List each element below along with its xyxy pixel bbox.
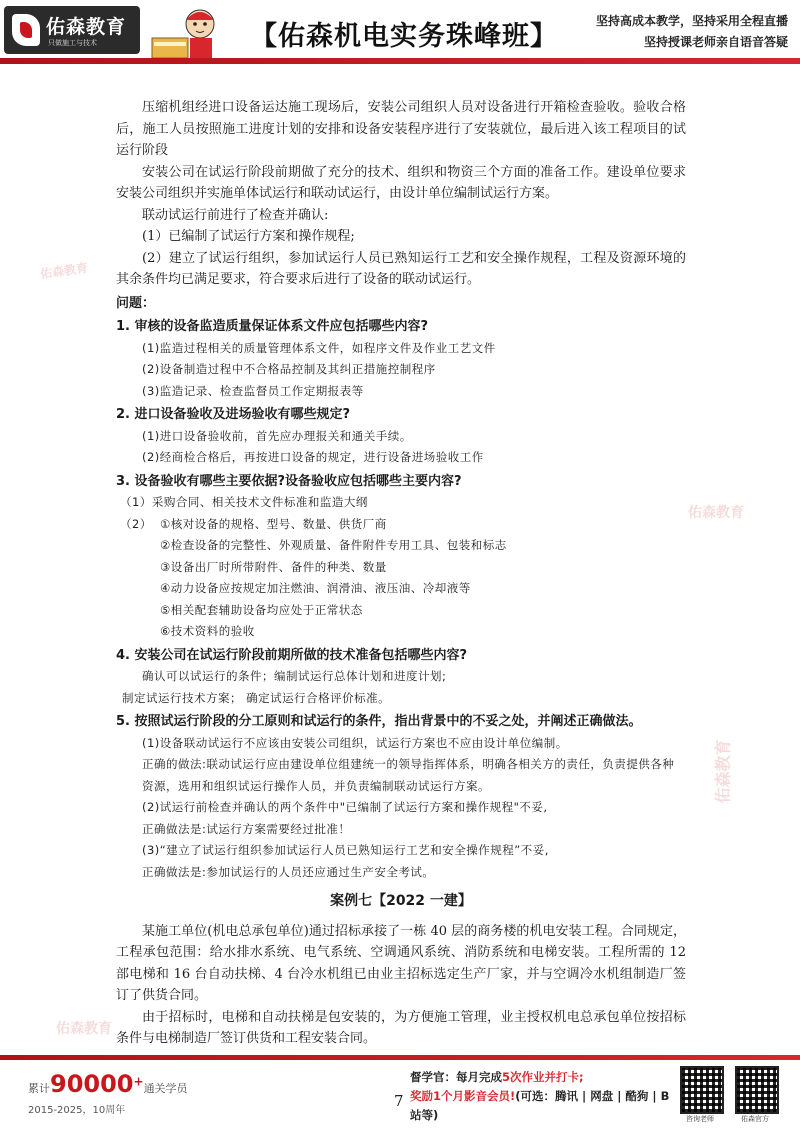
answer-line: (1)设备联动试运行不应该由安装公司组织，试运行方案也不应由设计单位编制。 bbox=[142, 735, 568, 750]
answer-line: 正确的做法:联动试运行应由建设单位组建统一的领导指挥体系，明确各相关方的责任，负责提供各种资源，选用和组织试运行操作人员，并负责编制联动试运行方案。 bbox=[142, 757, 675, 793]
question-1: 1. 审核的设备监造质量保证体系文件应包括哪些内容? bbox=[116, 319, 429, 334]
qr-code-icon bbox=[680, 1066, 724, 1114]
brand-logo-icon bbox=[12, 14, 40, 46]
document-body bbox=[116, 97, 686, 1050]
qr-code-icon bbox=[735, 1066, 779, 1114]
case-paragraph: 由于招标时，电梯和自动扶梯是包安装的，为方便施工管理，业主授权机电总承包单位按招标条件与电梯制造厂签订供货和工程安装合同。 bbox=[116, 1009, 686, 1046]
page-number: 7 bbox=[394, 1092, 404, 1110]
answer-subitem: ⑤相关配套辅助设备均应处于正常状态 bbox=[160, 602, 363, 617]
promo-text bbox=[410, 1068, 670, 1125]
answer-line: (2)经商检合格后，再按进口设备的规定，进行设备进场验收工作 bbox=[142, 450, 484, 464]
answer-line: （1）采购合同、相关技术文件标准和监造大纲 bbox=[120, 495, 368, 509]
answer-sub-label: （2） bbox=[120, 516, 152, 531]
answer-line: 正确做法是:试运行方案需要经过批准！ bbox=[142, 821, 351, 836]
watermark: 佑森教育 bbox=[688, 505, 744, 521]
intro-paragraph: 压缩机组经进口设备运达施工现场后，安装公司组织人员对设备进行开箱检查验收。验收合格后，施工人员按照施工进度计划的安排和设备安装程序进行了安装就位，最后进入该工程项目的试运行阶段 bbox=[116, 100, 686, 158]
question-5: 5. 按照试运行阶段的分工原则和试运行的条件，指出背景中的不妥之处，并阐述正确做法。 bbox=[116, 714, 642, 729]
anniversary-text: 2015-2025，10周年 bbox=[28, 1105, 126, 1116]
answer-subitem: ①核对设备的规格、型号、数量、供货厂商 bbox=[160, 516, 387, 531]
question-4: 4. 安装公司在试运行阶段前期所做的技术准备包括哪些内容? bbox=[116, 647, 468, 663]
answer-line: 正确做法是:参加试运行的人员还应通过生产安全考试。 bbox=[142, 864, 435, 879]
mascot-illustration bbox=[150, 2, 230, 62]
promo-line-2b: (可选：腾讯 | 网盘 | 酷狗 | B站等) bbox=[410, 1089, 670, 1122]
watermark: 佑森教育 bbox=[56, 1021, 112, 1037]
answer-line: 制定试运行技术方案； 确定试运行合格评价标准。 bbox=[122, 690, 391, 705]
page-header bbox=[0, 0, 800, 64]
check-item: (1）已编制了试运行方案和操作规程; bbox=[142, 229, 355, 244]
brand-logo bbox=[4, 6, 140, 54]
header-title: 【佑森机电实务珠峰班】 bbox=[250, 21, 558, 52]
promo-line-2a: 奖励1个月影音会员! bbox=[410, 1089, 516, 1103]
case-title: 案例七【2022 一建】 bbox=[330, 893, 472, 909]
questions-label: 问题： bbox=[116, 295, 156, 311]
intro-paragraph: 安装公司在试运行阶段前期做了充分的技术、组织和物资三个方面的准备工作。建设单位要求安装公司组织并实施单体试运行和联动试运行，由设计单位编制试运行方案。 bbox=[116, 164, 686, 201]
watermark: 佑森教育 bbox=[713, 739, 733, 804]
answer-subitem: ⑥技术资料的验收 bbox=[160, 624, 255, 638]
answer-line: (1)进口设备验收前，首先应办理报关和通关手续。 bbox=[142, 428, 412, 443]
promo-line-1a: 督学官：每月完成 bbox=[410, 1070, 502, 1084]
stat-plus: + bbox=[133, 1074, 144, 1089]
answer-subitem: ③设备出厂时所带附件、备件的种类、数量 bbox=[160, 559, 387, 574]
student-stat bbox=[28, 1070, 188, 1098]
brand-logo-text: 佑森教育 bbox=[46, 16, 127, 38]
stat-suffix: 通关学员 bbox=[143, 1082, 188, 1095]
question-3: 3. 设备验收有哪些主要依据?设备验收应包括哪些主要内容? bbox=[116, 473, 462, 489]
answer-line: 确认可以试运行的条件；编制试运行总体计划和进度计划; bbox=[142, 669, 447, 683]
answer-line: (2)设备制造过程中不合格品控制及其纠正措施控制程序 bbox=[142, 362, 436, 376]
answer-subitem: ④动力设备应按规定加注燃油、润滑油、液压油、冷却液等 bbox=[160, 581, 471, 595]
stat-number: 90000 bbox=[50, 1070, 134, 1098]
case-paragraph: 某施工单位(机电总承包单位)通过招标承接了一栋 40 层的商务楼的机电安装工程。合同规定，工程承包范围：给水排水系统、电气系统、空调通风系统、消防系统和电梯安装。工程所需的 12 部电梯和 16 台自动扶梯、4 台冷水机组已由业主招标选定生产厂家，并与空调冷水机组制造厂签订了供货合同。 bbox=[116, 923, 686, 1003]
check-item: (2）建立了试运行组织，参加试运行人员已熟知运行工艺和安全操作规程，工程及资源环境的其余条件均已满足要求，符合要求后进行了设备的联动试运行。 bbox=[116, 250, 686, 287]
watermark: 佑森教育 bbox=[39, 260, 89, 282]
slogan-line-1: 坚持高成本教学，坚持采用全程直播 bbox=[595, 14, 788, 28]
promo-line-1b: 5次作业并打卡; bbox=[502, 1070, 584, 1084]
stat-prefix: 累计 bbox=[28, 1082, 50, 1095]
qr-label: 佑森官方 bbox=[741, 1115, 769, 1123]
qr-label: 咨询老师 bbox=[686, 1115, 714, 1123]
answer-line: (1)监造过程相关的质量管理体系文件，如程序文件及作业工艺文件 bbox=[142, 340, 496, 355]
answer-line: (3)“建立了试运行组织参加试运行人员已熟知运行工艺和安全操作规程”不妥, bbox=[142, 843, 549, 857]
answer-line: (2)试运行前检查并确认的两个条件中"已编制了试运行方案和操作规程"不妥, bbox=[142, 800, 548, 814]
intro-paragraph: 联动试运行前进行了检查并确认: bbox=[142, 207, 329, 223]
question-2: 2. 进口设备验收及进场验收有哪些规定? bbox=[116, 407, 351, 422]
footer-divider bbox=[0, 1055, 800, 1060]
header-divider bbox=[0, 58, 800, 64]
answer-subitem: ②检查设备的完整性、外观质量、备件附件专用工具、包装和标志 bbox=[160, 538, 507, 552]
brand-logo-subtitle: 只做施工与技术 bbox=[48, 39, 97, 47]
answer-line: (3)监造记录、检查监督员工作定期报表等 bbox=[142, 383, 364, 398]
answer-line bbox=[116, 514, 686, 536]
slogan-line-2: 坚持授课老师亲自语音答疑 bbox=[643, 35, 788, 49]
